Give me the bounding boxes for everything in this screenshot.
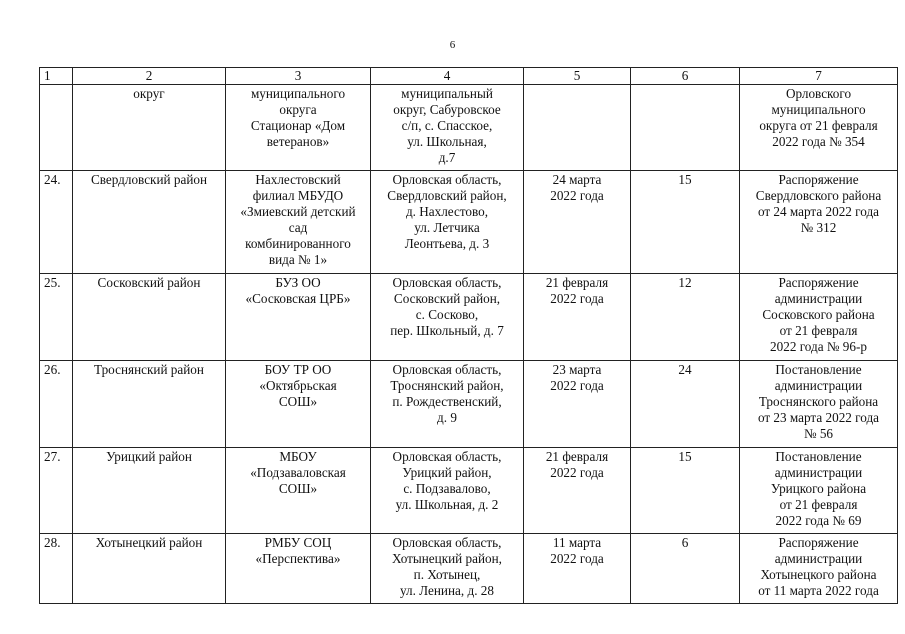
row-number: 26. bbox=[40, 361, 73, 448]
date-cell: 21 февраля 2022 года bbox=[524, 448, 631, 534]
row-number: 24. bbox=[40, 171, 73, 274]
date-cell: 21 февраля 2022 года bbox=[524, 274, 631, 361]
table-row bbox=[40, 534, 898, 604]
document-cell: Орловского муниципального округа от 21 февраля 2022 года № 354 bbox=[740, 85, 898, 171]
table-row bbox=[40, 448, 898, 534]
date-cell: 11 марта 2022 года bbox=[524, 534, 631, 604]
count-cell: 24 bbox=[631, 361, 740, 448]
district-cell: округ bbox=[73, 85, 226, 171]
row-number: 28. bbox=[40, 534, 73, 604]
table-row bbox=[40, 171, 898, 274]
column-header: 6 bbox=[631, 68, 740, 85]
address-cell: Орловская область, Троснянский район, п. Рождественский, д. 9 bbox=[371, 361, 524, 448]
row-number bbox=[40, 85, 73, 171]
count-cell: 15 bbox=[631, 448, 740, 534]
table-row bbox=[40, 85, 898, 171]
count-cell: 12 bbox=[631, 274, 740, 361]
institution-cell: БОУ ТР ОО «Октябрьская СОШ» bbox=[226, 361, 371, 448]
page-number: 6 bbox=[449, 39, 456, 51]
count-cell bbox=[631, 85, 740, 171]
column-header: 4 bbox=[371, 68, 524, 85]
district-cell: Хотынецкий район bbox=[73, 534, 226, 604]
column-header: 3 bbox=[226, 68, 371, 85]
table-row bbox=[40, 274, 898, 361]
date-cell: 23 марта 2022 года bbox=[524, 361, 631, 448]
row-number: 27. bbox=[40, 448, 73, 534]
document-cell: Распоряжение администрации Сосковского района от 21 февраля 2022 года № 96-р bbox=[740, 274, 898, 361]
institution-cell: Нахлестовский филиал МБУДО «Змиевский детский сад комбинированного вида № 1» bbox=[226, 171, 371, 274]
institution-cell: РМБУ СОЦ «Перспектива» bbox=[226, 534, 371, 604]
date-cell bbox=[524, 85, 631, 171]
table-body bbox=[40, 68, 898, 604]
document-cell: Распоряжение администрации Хотынецкого района от 11 марта 2022 года bbox=[740, 534, 898, 604]
institution-cell: БУЗ ОО «Сосковская ЦРБ» bbox=[226, 274, 371, 361]
row-number: 25. bbox=[40, 274, 73, 361]
date-cell: 24 марта 2022 года bbox=[524, 171, 631, 274]
document-cell: Распоряжение Свердловского района от 24 марта 2022 года № 312 bbox=[740, 171, 898, 274]
count-cell: 6 bbox=[631, 534, 740, 604]
column-header: 2 bbox=[73, 68, 226, 85]
district-cell: Троснянский район bbox=[73, 361, 226, 448]
document-cell: Постановление администрации Троснянского района от 23 марта 2022 года № 56 bbox=[740, 361, 898, 448]
table-row bbox=[40, 361, 898, 448]
address-cell: муниципальный округ, Сабуровское с/п, с. Спасское, ул. Школьная, д.7 bbox=[371, 85, 524, 171]
document-cell: Постановление администрации Урицкого района от 21 февраля 2022 года № 69 bbox=[740, 448, 898, 534]
address-cell: Орловская область, Свердловский район, д. Нахлестово, ул. Летчика Леонтьева, д. 3 bbox=[371, 171, 524, 274]
institution-cell: МБОУ «Подзаваловская СОШ» bbox=[226, 448, 371, 534]
column-header: 5 bbox=[524, 68, 631, 85]
address-cell: Орловская область, Хотынецкий район, п. Хотынец, ул. Ленина, д. 28 bbox=[371, 534, 524, 604]
address-cell: Орловская область, Урицкий район, с. Подзавалово, ул. Школьная, д. 2 bbox=[371, 448, 524, 534]
column-header: 7 bbox=[740, 68, 898, 85]
header-row bbox=[40, 68, 898, 85]
district-cell: Сосковский район bbox=[73, 274, 226, 361]
institution-cell: муниципального округа Стационар «Дом ветеранов» bbox=[226, 85, 371, 171]
column-header: 1 bbox=[40, 68, 73, 85]
district-cell: Урицкий район bbox=[73, 448, 226, 534]
address-cell: Орловская область, Сосковский район, с. Сосково, пер. Школьный, д. 7 bbox=[371, 274, 524, 361]
count-cell: 15 bbox=[631, 171, 740, 274]
data-table bbox=[39, 67, 898, 604]
district-cell: Свердловский район bbox=[73, 171, 226, 274]
